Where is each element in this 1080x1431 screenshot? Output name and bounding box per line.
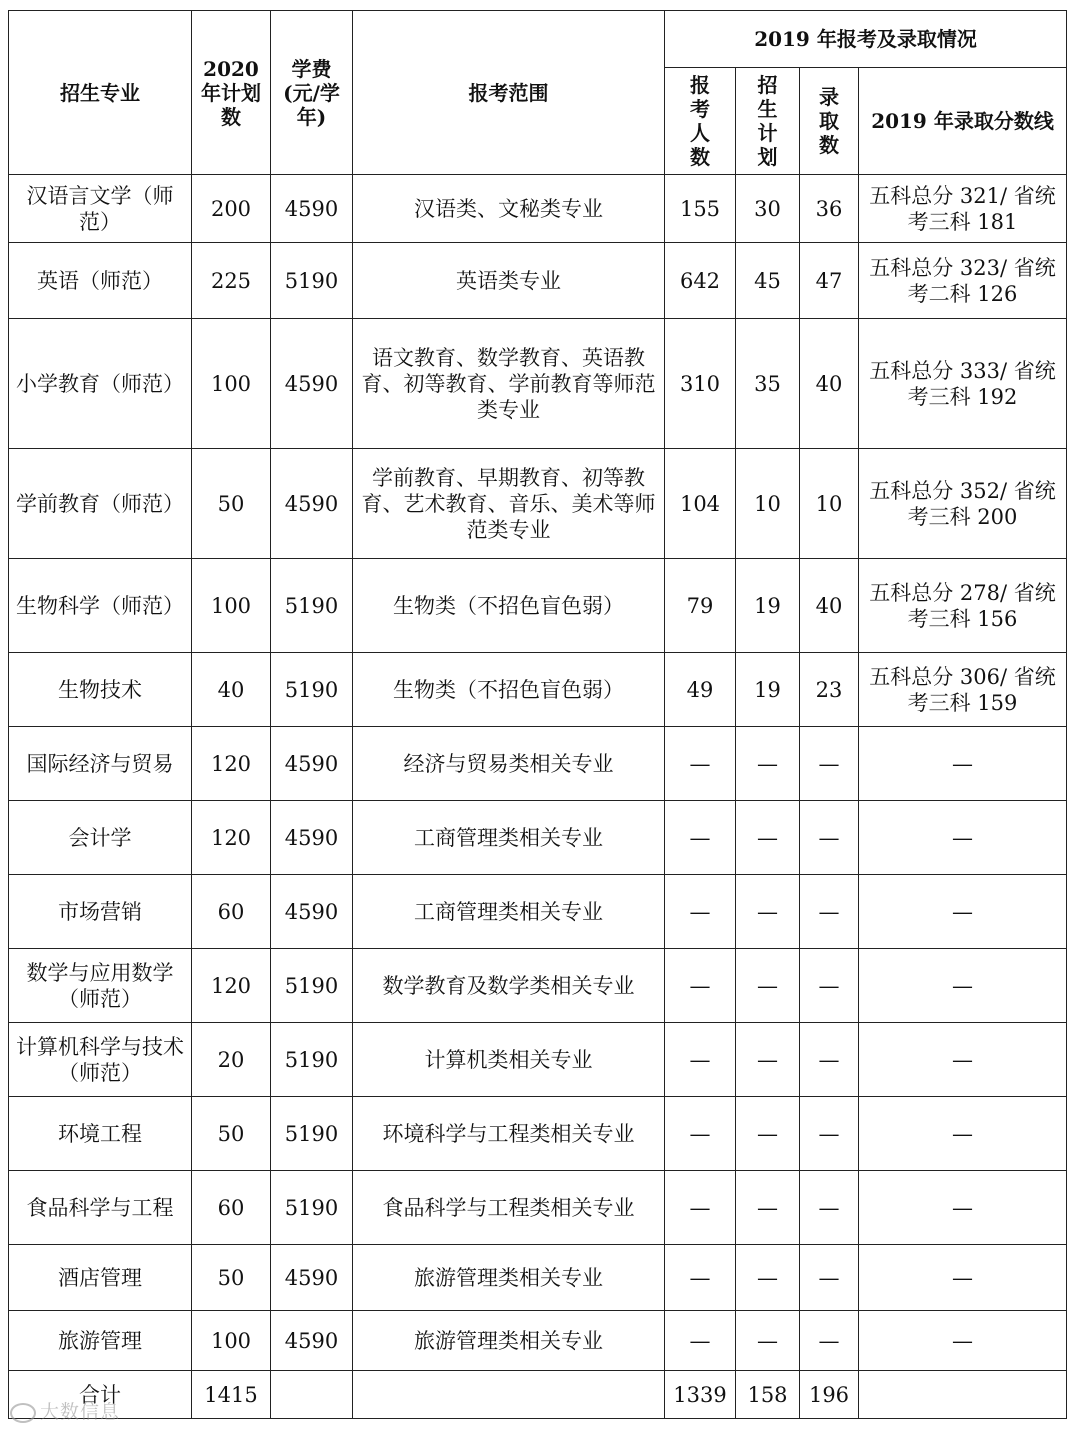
cell-plan-2020: 50 xyxy=(192,1097,271,1171)
total-cell-plan-2020: 1415 xyxy=(192,1371,271,1419)
cell-tuition: 4590 xyxy=(271,1311,353,1371)
cell-plan-2020: 50 xyxy=(192,1245,271,1311)
cell-scope: 语文教育、数学教育、英语教育、初等教育、学前教育等师范类专业 xyxy=(353,319,665,449)
header-tuition: 学费(元/学年) xyxy=(271,11,353,175)
table-row xyxy=(9,875,1067,949)
cell-score: — xyxy=(859,875,1067,949)
cell-admitted: — xyxy=(800,1171,859,1245)
cell-scope: 环境科学与工程类相关专业 xyxy=(353,1097,665,1171)
cell-scope: 生物类（不招色盲色弱） xyxy=(353,559,665,653)
table-row xyxy=(9,1171,1067,1245)
cell-plan-2020: 60 xyxy=(192,875,271,949)
cell-plan-2019: — xyxy=(736,1311,800,1371)
cell-admitted: 36 xyxy=(800,175,859,243)
total-cell-applicants: 1339 xyxy=(665,1371,736,1419)
cell-score: 五科总分 321/ 省统考三科 181 xyxy=(859,175,1067,243)
cell-scope: 计算机类相关专业 xyxy=(353,1023,665,1097)
cell-applicants: — xyxy=(665,1097,736,1171)
cell-admitted: — xyxy=(800,727,859,801)
cell-major: 数学与应用数学（师范） xyxy=(9,949,192,1023)
cell-major: 计算机科学与技术（师范） xyxy=(9,1023,192,1097)
cell-score: — xyxy=(859,1311,1067,1371)
cell-plan-2019: — xyxy=(736,727,800,801)
cell-score: 五科总分 352/ 省统考三科 200 xyxy=(859,449,1067,559)
table-row xyxy=(9,653,1067,727)
table-row xyxy=(9,949,1067,1023)
cell-applicants: — xyxy=(665,1245,736,1311)
table-row xyxy=(9,1311,1067,1371)
cell-plan-2019: 10 xyxy=(736,449,800,559)
cell-tuition: 4590 xyxy=(271,175,353,243)
cell-tuition: 5190 xyxy=(271,243,353,319)
cell-applicants: 310 xyxy=(665,319,736,449)
cell-scope: 旅游管理类相关专业 xyxy=(353,1245,665,1311)
cell-major: 环境工程 xyxy=(9,1097,192,1171)
cell-admitted: — xyxy=(800,1311,859,1371)
total-cell-admitted: 196 xyxy=(800,1371,859,1419)
cell-scope: 汉语类、文秘类专业 xyxy=(353,175,665,243)
cell-tuition: 4590 xyxy=(271,319,353,449)
cell-plan-2020: 100 xyxy=(192,1311,271,1371)
cell-plan-2019: — xyxy=(736,1245,800,1311)
table-row xyxy=(9,175,1067,243)
cell-plan-2020: 225 xyxy=(192,243,271,319)
cell-plan-2020: 120 xyxy=(192,801,271,875)
cell-plan-2020: 200 xyxy=(192,175,271,243)
cell-applicants: — xyxy=(665,1023,736,1097)
table-row xyxy=(9,1097,1067,1171)
cell-tuition: 4590 xyxy=(271,727,353,801)
cell-applicants: — xyxy=(665,875,736,949)
cell-score: 五科总分 306/ 省统考三科 159 xyxy=(859,653,1067,727)
cell-scope: 工商管理类相关专业 xyxy=(353,801,665,875)
admissions-table xyxy=(8,10,1067,1419)
cell-major: 英语（师范） xyxy=(9,243,192,319)
cell-score: — xyxy=(859,1023,1067,1097)
cell-admitted: 40 xyxy=(800,559,859,653)
cell-tuition: 5190 xyxy=(271,559,353,653)
table-row xyxy=(9,559,1067,653)
cell-tuition: 4590 xyxy=(271,449,353,559)
cell-tuition: 5190 xyxy=(271,949,353,1023)
table-body xyxy=(9,175,1067,1419)
cell-tuition: 5190 xyxy=(271,1097,353,1171)
cell-plan-2019: — xyxy=(736,1097,800,1171)
cell-major: 生物技术 xyxy=(9,653,192,727)
cell-admitted: — xyxy=(800,1023,859,1097)
cell-plan-2019: — xyxy=(736,1023,800,1097)
cell-scope: 旅游管理类相关专业 xyxy=(353,1311,665,1371)
cell-tuition: 4590 xyxy=(271,875,353,949)
table-header xyxy=(9,11,1067,175)
cell-plan-2020: 100 xyxy=(192,319,271,449)
cell-applicants: 104 xyxy=(665,449,736,559)
header-score-2019: 2019 年录取分数线 xyxy=(859,68,1067,175)
cell-applicants: — xyxy=(665,727,736,801)
cell-applicants: 642 xyxy=(665,243,736,319)
cell-score: — xyxy=(859,727,1067,801)
cell-major: 汉语言文学（师范） xyxy=(9,175,192,243)
cell-major: 学前教育（师范） xyxy=(9,449,192,559)
cell-tuition: 5190 xyxy=(271,653,353,727)
cell-applicants: — xyxy=(665,801,736,875)
cell-scope: 数学教育及数学类相关专业 xyxy=(353,949,665,1023)
cell-plan-2019: 19 xyxy=(736,653,800,727)
cell-applicants: 79 xyxy=(665,559,736,653)
cell-scope: 英语类专业 xyxy=(353,243,665,319)
header-plan-2019: 招生计划 xyxy=(736,68,800,175)
cell-plan-2020: 20 xyxy=(192,1023,271,1097)
table-row xyxy=(9,449,1067,559)
cell-plan-2020: 100 xyxy=(192,559,271,653)
cell-scope: 学前教育、早期教育、初等教育、艺术教育、音乐、美术等师范类专业 xyxy=(353,449,665,559)
watermark: 大数信息 xyxy=(10,1397,120,1424)
cell-major: 酒店管理 xyxy=(9,1245,192,1311)
cell-plan-2020: 120 xyxy=(192,727,271,801)
cell-scope: 经济与贸易类相关专业 xyxy=(353,727,665,801)
header-2019-group: 2019 年报考及录取情况 xyxy=(665,11,1067,68)
cell-major: 小学教育（师范） xyxy=(9,319,192,449)
header-scope: 报考范围 xyxy=(353,11,665,175)
cell-plan-2019: 35 xyxy=(736,319,800,449)
total-cell-plan-2019: 158 xyxy=(736,1371,800,1419)
total-row xyxy=(9,1371,1067,1419)
total-cell-score xyxy=(859,1371,1067,1419)
cell-major: 生物科学（师范） xyxy=(9,559,192,653)
cell-major: 国际经济与贸易 xyxy=(9,727,192,801)
cell-score: — xyxy=(859,1171,1067,1245)
cell-scope: 生物类（不招色盲色弱） xyxy=(353,653,665,727)
header-plan-2020: 2020年计划数 xyxy=(192,11,271,175)
cell-applicants: 155 xyxy=(665,175,736,243)
cell-major: 旅游管理 xyxy=(9,1311,192,1371)
cell-admitted: 23 xyxy=(800,653,859,727)
cell-scope: 工商管理类相关专业 xyxy=(353,875,665,949)
table-row xyxy=(9,319,1067,449)
cell-scope: 食品科学与工程类相关专业 xyxy=(353,1171,665,1245)
header-applicants: 报考人数 xyxy=(665,68,736,175)
cell-plan-2019: — xyxy=(736,949,800,1023)
cell-plan-2019: — xyxy=(736,1171,800,1245)
cell-score: — xyxy=(859,1245,1067,1311)
cell-admitted: — xyxy=(800,1245,859,1311)
cell-score: — xyxy=(859,1097,1067,1171)
cell-applicants: — xyxy=(665,1311,736,1371)
cell-admitted: 47 xyxy=(800,243,859,319)
total-cell-tuition xyxy=(271,1371,353,1419)
cell-admitted: — xyxy=(800,949,859,1023)
cell-plan-2020: 120 xyxy=(192,949,271,1023)
cell-score: 五科总分 278/ 省统考三科 156 xyxy=(859,559,1067,653)
cell-major: 食品科学与工程 xyxy=(9,1171,192,1245)
cell-admitted: 10 xyxy=(800,449,859,559)
table-row xyxy=(9,1023,1067,1097)
table-row xyxy=(9,243,1067,319)
cell-score: — xyxy=(859,949,1067,1023)
cell-admitted: — xyxy=(800,875,859,949)
cell-tuition: 4590 xyxy=(271,1245,353,1311)
cell-tuition: 5190 xyxy=(271,1171,353,1245)
table-row xyxy=(9,727,1067,801)
cell-plan-2020: 40 xyxy=(192,653,271,727)
table-row xyxy=(9,1245,1067,1311)
cell-plan-2019: 45 xyxy=(736,243,800,319)
cell-tuition: 5190 xyxy=(271,1023,353,1097)
header-major: 招生专业 xyxy=(9,11,192,175)
cell-plan-2019: 19 xyxy=(736,559,800,653)
cell-plan-2020: 60 xyxy=(192,1171,271,1245)
cell-tuition: 4590 xyxy=(271,801,353,875)
cell-admitted: 40 xyxy=(800,319,859,449)
cell-plan-2019: — xyxy=(736,801,800,875)
cell-applicants: — xyxy=(665,949,736,1023)
table-row xyxy=(9,801,1067,875)
total-cell-scope xyxy=(353,1371,665,1419)
cell-plan-2019: — xyxy=(736,875,800,949)
header-admitted: 录取数 xyxy=(800,68,859,175)
weibo-logo-icon xyxy=(10,1403,36,1423)
total-cell-major: 合计 xyxy=(9,1371,192,1419)
cell-major: 市场营销 xyxy=(9,875,192,949)
cell-score: 五科总分 323/ 省统考二科 126 xyxy=(859,243,1067,319)
cell-admitted: — xyxy=(800,801,859,875)
cell-applicants: — xyxy=(665,1171,736,1245)
cell-plan-2019: 30 xyxy=(736,175,800,243)
cell-applicants: 49 xyxy=(665,653,736,727)
cell-admitted: — xyxy=(800,1097,859,1171)
cell-score: 五科总分 333/ 省统考三科 192 xyxy=(859,319,1067,449)
cell-score: — xyxy=(859,801,1067,875)
cell-major: 会计学 xyxy=(9,801,192,875)
cell-plan-2020: 50 xyxy=(192,449,271,559)
